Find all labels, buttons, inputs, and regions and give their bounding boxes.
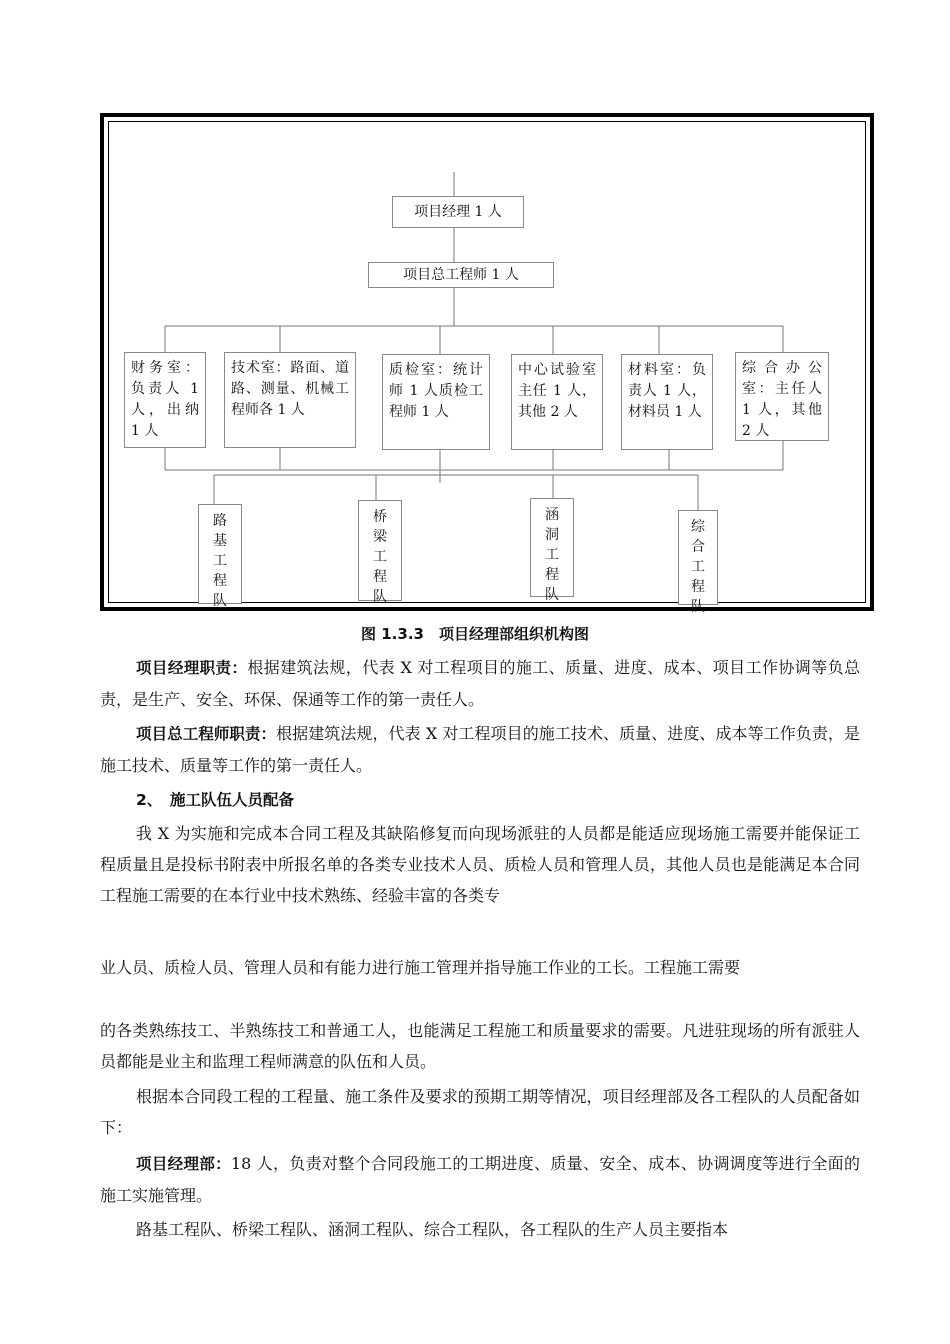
team-box-subgrade: 路 基 工 程 队 bbox=[198, 504, 242, 604]
project-dept-label: 项目经理部： bbox=[136, 1155, 231, 1173]
team-box-bridge: 桥 梁 工 程 队 bbox=[358, 500, 402, 601]
team-box-general: 综 合 工 程 队 bbox=[678, 510, 718, 605]
technical-office-box: 技术室：路面、道路、测量、机械工程师各 1 人 bbox=[224, 352, 356, 448]
paragraph-staffing-a: 我 X 为实施和完成本合同工程及其缺陷修复而向现场派驻的人员都是能适应现场施工需要并能保证工程质量且是投标书附表中所报名单的各类专业技术人员、质检人员和管理人员，其他人员也是能满足本合同工程施工需要的在本行业中技术熟练、经验丰富的各类专 bbox=[100, 824, 860, 905]
paragraph-chief-engineer-duties bbox=[100, 718, 860, 781]
paragraph-teams: 路基工程队、桥梁工程队、涵洞工程队、综合工程队，各工程队的生产人员主要指本 bbox=[136, 1220, 729, 1239]
project-dept-text: 18 人，负责对整个合同段施工的工期进度、质量、安全、成本、协调调度等进行全面的施工实施管理。 bbox=[100, 1154, 860, 1205]
figure-caption: 图 1.3.3 项目经理部组织机构图 bbox=[361, 625, 589, 643]
manager-duties-text: 根据建筑法规，代表 X 对工程项目的施工、质量、进度、成本、项目工作协调等负总责，是生产、安全、环保、保通等工作的第一责任人。 bbox=[100, 658, 860, 709]
materials-office-box: 材料室：负责人 1 人，材料员 1 人 bbox=[621, 354, 713, 450]
general-office-box: 综合办公室：主任人 1 人，其他 2 人 bbox=[735, 352, 829, 441]
paragraph-staffing-c: 的各类熟练技工、半熟练技工和普通工人，也能满足工程施工和质量要求的需要。凡进驻现场的所有派驻人员都能是业主和监理工程师满意的队伍和人员。 bbox=[100, 1021, 860, 1071]
paragraph-project-dept bbox=[100, 1148, 860, 1211]
manager-box: 项目经理 1 人 bbox=[392, 196, 524, 228]
org-chart-connectors bbox=[0, 0, 950, 620]
team-box-culvert: 涵 洞 工 程 队 bbox=[530, 498, 574, 597]
chief-engineer-duties-label: 项目总工程师职责： bbox=[136, 725, 277, 743]
chief-engineer-duties-text: 根据建筑法规，代表 X 对工程项目的施工技术、质量、进度、成本等工作负责，是施工技术、质量等工作的第一责任人。 bbox=[100, 724, 860, 775]
paragraph-allocation: 根据本合同段工程的工程量、施工条件及要求的预期工期等情况，项目经理部及各工程队的人员配备如下： bbox=[100, 1087, 860, 1137]
finance-office-box: 财务室：负责人 1 人，出纳 1 人 bbox=[124, 352, 206, 448]
test-lab-box: 中心试验室主任 1 人，其他 2 人 bbox=[511, 354, 603, 450]
paragraph-staffing-b: 业人员、质检人员、管理人员和有能力进行施工管理并指导施工作业的工长。工程施工需要 bbox=[100, 958, 741, 977]
section-heading: 2、 施工队伍人员配备 bbox=[136, 791, 295, 809]
chief-engineer-box: 项目总工程师 1 人 bbox=[368, 262, 554, 288]
quality-office-box: 质检室：统计师 1 人质检工程师 1 人 bbox=[382, 354, 490, 450]
manager-duties-label: 项目经理职责： bbox=[136, 659, 248, 677]
paragraph-manager-duties bbox=[100, 652, 860, 715]
